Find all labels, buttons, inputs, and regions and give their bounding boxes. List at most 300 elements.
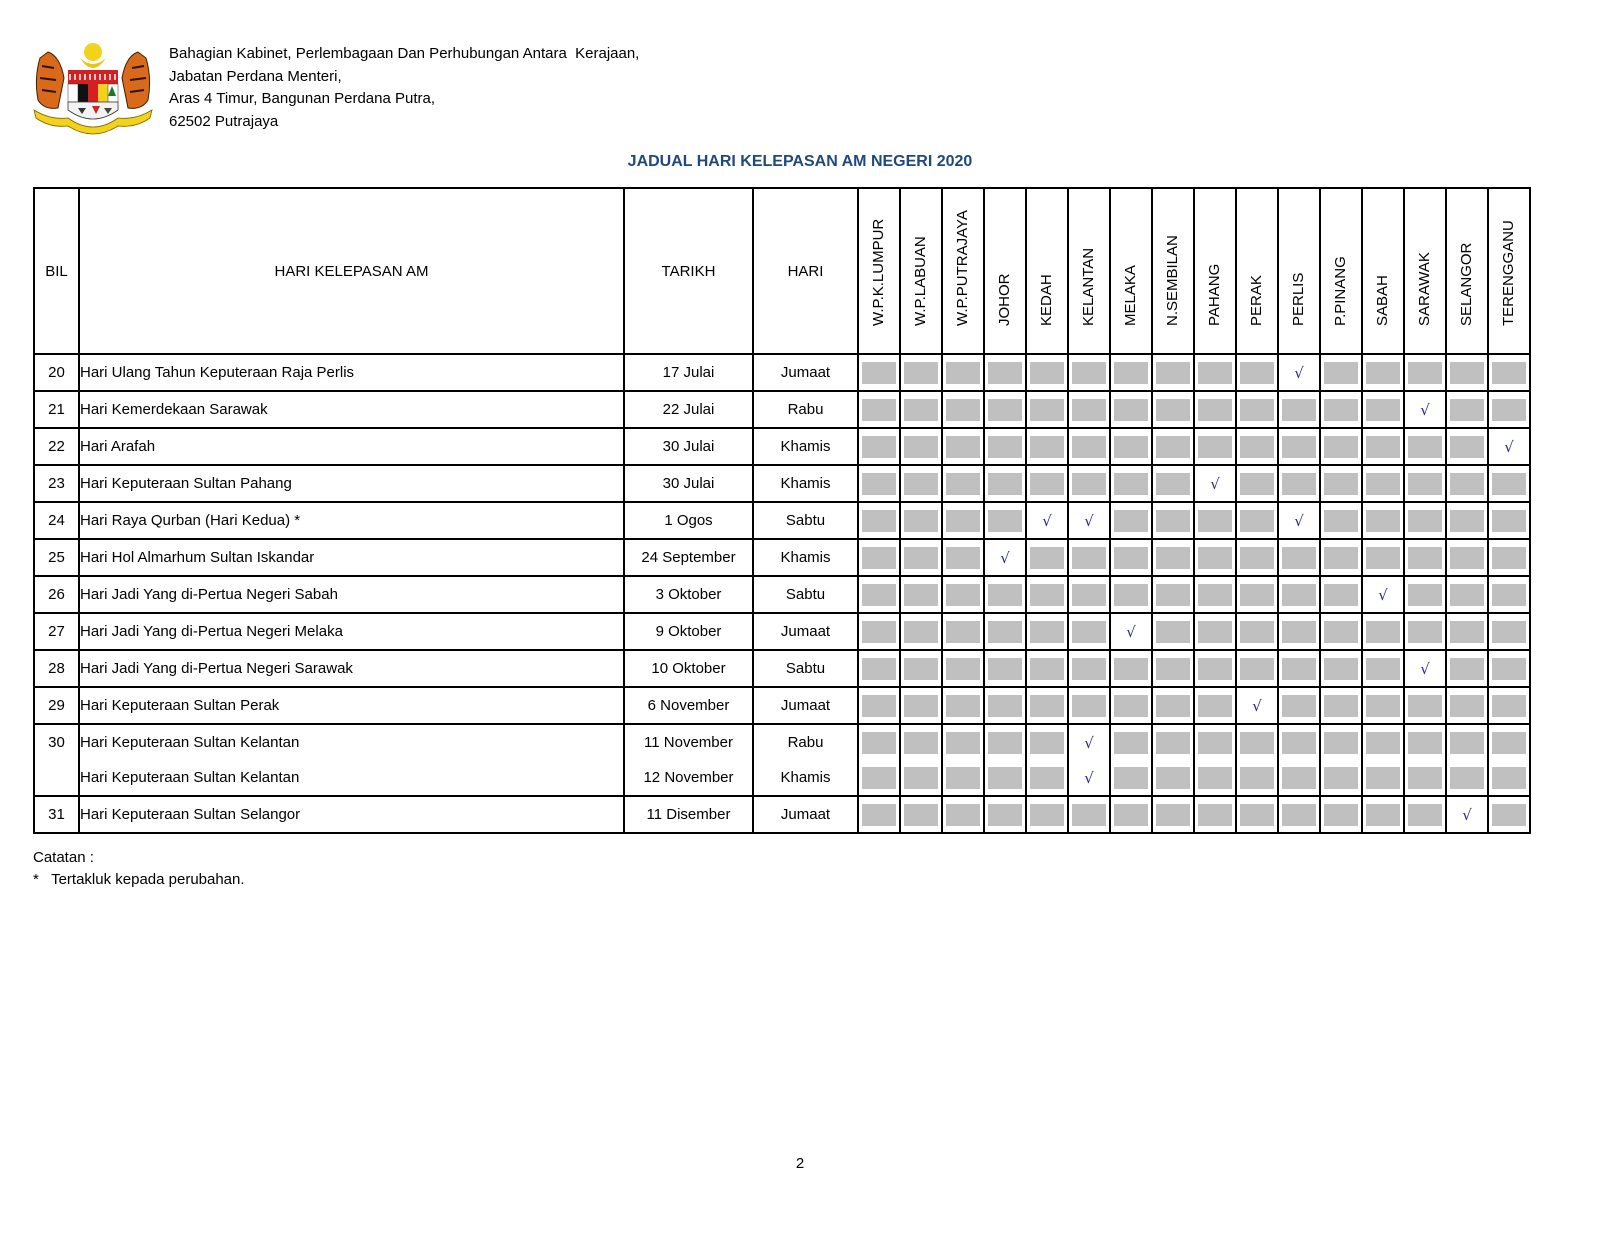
shaded-block [1366, 621, 1400, 643]
state-cell-not-observed [900, 465, 942, 502]
state-cell-not-observed [1026, 650, 1068, 687]
state-cell-not-observed [1362, 428, 1404, 465]
shaded-block [1324, 473, 1358, 495]
state-cell-not-observed [1110, 650, 1152, 687]
holiday-name: Hari Jadi Yang di-Pertua Negeri Sarawak [79, 650, 624, 687]
shaded-block [1282, 547, 1316, 569]
address-line-2: Jabatan Perdana Menteri, [169, 67, 342, 85]
shaded-block [946, 804, 980, 826]
state-cell-observed [1446, 796, 1488, 833]
state-cell-not-observed [1320, 391, 1362, 428]
state-cell-not-observed [1026, 760, 1068, 796]
note-item: * Tertakluk kepada perubahan. [33, 871, 245, 888]
shaded-block [1072, 547, 1106, 569]
shaded-block [1072, 436, 1106, 458]
state-cell-not-observed [1152, 428, 1194, 465]
state-cell-not-observed [858, 760, 900, 796]
table-row [34, 354, 1530, 391]
checkmark-icon: √ [1378, 585, 1388, 604]
shaded-block [1072, 658, 1106, 680]
state-cell-not-observed [1194, 724, 1236, 760]
row-number: 23 [34, 465, 79, 502]
state-cell-not-observed [1026, 428, 1068, 465]
shaded-block [946, 436, 980, 458]
state-cell-not-observed [1362, 724, 1404, 760]
state-cell-not-observed [984, 760, 1026, 796]
state-cell-not-observed [984, 613, 1026, 650]
state-cell-not-observed [1026, 687, 1068, 724]
shaded-block [1408, 436, 1442, 458]
state-cell-not-observed [942, 650, 984, 687]
holiday-name: Hari Hol Almarhum Sultan Iskandar [79, 539, 624, 576]
shaded-block [1282, 473, 1316, 495]
holiday-date: 22 Julai [624, 391, 753, 428]
shaded-block [1324, 658, 1358, 680]
shaded-block [1072, 399, 1106, 421]
state-cell-not-observed [1446, 650, 1488, 687]
table-row [34, 650, 1530, 687]
shaded-block [1492, 621, 1526, 643]
organization-address [169, 43, 639, 133]
shaded-block [1450, 584, 1484, 606]
shaded-block [1324, 732, 1358, 754]
column-header-state [858, 188, 900, 354]
row-number: 29 [34, 687, 79, 724]
state-cell-not-observed [1278, 687, 1320, 724]
shaded-block [904, 399, 938, 421]
holiday-name: Hari Arafah [79, 428, 624, 465]
table-row [34, 465, 1530, 502]
state-cell-not-observed [1404, 539, 1446, 576]
state-cell-not-observed [1446, 428, 1488, 465]
state-cell-not-observed [1362, 687, 1404, 724]
shaded-block [904, 584, 938, 606]
shaded-block [1240, 732, 1274, 754]
shaded-block [1492, 399, 1526, 421]
shaded-block [1240, 658, 1274, 680]
state-cell-not-observed [1026, 539, 1068, 576]
state-cell-not-observed [1446, 687, 1488, 724]
shaded-block [1450, 510, 1484, 532]
state-cell-not-observed [984, 354, 1026, 391]
state-cell-not-observed [1488, 576, 1530, 613]
state-cell-not-observed [900, 576, 942, 613]
state-cell-not-observed [984, 796, 1026, 833]
shaded-block [904, 473, 938, 495]
state-cell-not-observed [858, 428, 900, 465]
state-cell-not-observed [1068, 539, 1110, 576]
state-cell-not-observed [942, 354, 984, 391]
shaded-block [1114, 695, 1148, 717]
row-number: 22 [34, 428, 79, 465]
holiday-day: Jumaat [753, 796, 858, 833]
state-cell-not-observed [1404, 687, 1446, 724]
holiday-date: 12 November [624, 760, 753, 796]
state-cell-observed [1236, 687, 1278, 724]
shaded-block [1030, 547, 1064, 569]
shaded-block [1030, 362, 1064, 384]
checkmark-icon: √ [1210, 474, 1220, 493]
state-cell-not-observed [1236, 391, 1278, 428]
state-cell-not-observed [1152, 576, 1194, 613]
holiday-day: Khamis [753, 428, 858, 465]
state-cell-not-observed [1194, 576, 1236, 613]
state-cell-not-observed [1320, 465, 1362, 502]
state-cell-not-observed [1194, 428, 1236, 465]
column-header-day: HARI [753, 188, 858, 354]
shaded-block [1492, 510, 1526, 532]
state-cell-not-observed [900, 391, 942, 428]
shaded-block [988, 804, 1022, 826]
shaded-block [904, 804, 938, 826]
state-cell-not-observed [1446, 724, 1488, 760]
state-cell-not-observed [1236, 428, 1278, 465]
state-cell-not-observed [1236, 465, 1278, 502]
shaded-block [1114, 362, 1148, 384]
state-cell-not-observed [942, 502, 984, 539]
state-name: PERAK [1248, 275, 1265, 326]
state-cell-not-observed [1278, 650, 1320, 687]
state-cell-not-observed [1488, 760, 1530, 796]
state-cell-not-observed [858, 391, 900, 428]
shaded-block [988, 399, 1022, 421]
table-row [34, 796, 1530, 833]
shaded-block [1282, 436, 1316, 458]
state-cell-not-observed [1362, 502, 1404, 539]
state-cell-not-observed [900, 760, 942, 796]
shaded-block [1156, 510, 1190, 532]
column-header-state [1404, 188, 1446, 354]
state-cell-not-observed [1194, 613, 1236, 650]
column-header-state [1026, 188, 1068, 354]
checkmark-icon: √ [1084, 511, 1094, 530]
state-cell-not-observed [1026, 724, 1068, 760]
holiday-name: Hari Keputeraan Sultan Pahang [79, 465, 624, 502]
shaded-block [1450, 767, 1484, 789]
state-cell-not-observed [1194, 687, 1236, 724]
state-cell-not-observed [1446, 760, 1488, 796]
shaded-block [1366, 804, 1400, 826]
state-name: PERLIS [1290, 272, 1307, 326]
state-cell-not-observed [1488, 724, 1530, 760]
state-cell-not-observed [1278, 391, 1320, 428]
row-number: 28 [34, 650, 79, 687]
state-cell-not-observed [1488, 391, 1530, 428]
state-cell-not-observed [1110, 687, 1152, 724]
state-cell-observed [1110, 613, 1152, 650]
holiday-name: Hari Kemerdekaan Sarawak [79, 391, 624, 428]
shaded-block [862, 695, 896, 717]
state-cell-not-observed [1446, 576, 1488, 613]
state-cell-not-observed [1194, 650, 1236, 687]
column-header-date: TARIKH [624, 188, 753, 354]
shaded-block [1366, 547, 1400, 569]
state-cell-not-observed [1152, 724, 1194, 760]
shaded-block [1492, 767, 1526, 789]
shaded-block [1198, 436, 1232, 458]
state-cell-not-observed [1152, 465, 1194, 502]
state-name: PAHANG [1206, 263, 1223, 326]
shaded-block [988, 436, 1022, 458]
state-cell-observed [1278, 502, 1320, 539]
state-cell-not-observed [1110, 576, 1152, 613]
shaded-block [1198, 732, 1232, 754]
shaded-block [946, 732, 980, 754]
shaded-block [1198, 658, 1232, 680]
column-header-state [1446, 188, 1488, 354]
state-cell-not-observed [1194, 539, 1236, 576]
state-cell-not-observed [858, 687, 900, 724]
row-number: 21 [34, 391, 79, 428]
shaded-block [862, 510, 896, 532]
shaded-block [946, 547, 980, 569]
state-cell-not-observed [1320, 796, 1362, 833]
column-header-name: HARI KELEPASAN AM [79, 188, 624, 354]
shaded-block [1408, 473, 1442, 495]
holiday-name: Hari Keputeraan Sultan Perak [79, 687, 624, 724]
state-cell-not-observed [1026, 465, 1068, 502]
state-cell-not-observed [1362, 465, 1404, 502]
shaded-block [1450, 695, 1484, 717]
state-cell-not-observed [942, 760, 984, 796]
state-cell-not-observed [858, 465, 900, 502]
state-cell-not-observed [900, 354, 942, 391]
state-cell-not-observed [1320, 428, 1362, 465]
state-cell-not-observed [1236, 576, 1278, 613]
shaded-block [988, 621, 1022, 643]
shaded-block [1030, 658, 1064, 680]
table-row [34, 428, 1530, 465]
checkmark-icon: √ [1294, 363, 1304, 382]
shaded-block [1030, 767, 1064, 789]
state-cell-not-observed [1404, 502, 1446, 539]
holiday-date: 24 September [624, 539, 753, 576]
shaded-block [1030, 436, 1064, 458]
shaded-block [1156, 767, 1190, 789]
shaded-block [1450, 621, 1484, 643]
checkmark-icon: √ [1084, 768, 1094, 787]
shaded-block [1240, 621, 1274, 643]
address-line-4: 62502 Putrajaya [169, 112, 279, 130]
holiday-date: 11 Disember [624, 796, 753, 833]
state-cell-not-observed [1278, 428, 1320, 465]
state-cell-not-observed [1362, 613, 1404, 650]
column-header-state [1278, 188, 1320, 354]
shaded-block [1156, 695, 1190, 717]
shaded-block [1282, 399, 1316, 421]
shaded-block [946, 510, 980, 532]
state-cell-not-observed [942, 613, 984, 650]
state-cell-not-observed [1488, 613, 1530, 650]
state-cell-not-observed [942, 687, 984, 724]
state-cell-observed [1068, 502, 1110, 539]
state-cell-not-observed [1278, 576, 1320, 613]
shaded-block [1366, 473, 1400, 495]
shaded-block [946, 362, 980, 384]
shaded-block [1492, 547, 1526, 569]
shaded-block [1492, 362, 1526, 384]
state-cell-observed [1404, 650, 1446, 687]
state-name: W.P.PUTRAJAYA [954, 210, 971, 326]
shaded-block [1492, 584, 1526, 606]
state-cell-not-observed [1446, 539, 1488, 576]
shaded-block [904, 547, 938, 569]
state-name: W.P.LABUAN [912, 236, 929, 326]
state-cell-not-observed [1236, 354, 1278, 391]
holiday-day: Jumaat [753, 613, 858, 650]
shaded-block [1408, 732, 1442, 754]
shaded-block [1366, 767, 1400, 789]
column-header-state [1068, 188, 1110, 354]
state-cell-not-observed [1110, 391, 1152, 428]
table-row [34, 539, 1530, 576]
state-cell-not-observed [1194, 354, 1236, 391]
state-cell-not-observed [984, 650, 1026, 687]
row-number: 20 [34, 354, 79, 391]
state-cell-not-observed [1236, 650, 1278, 687]
shaded-block [1198, 584, 1232, 606]
shaded-block [946, 621, 980, 643]
checkmark-icon: √ [1462, 805, 1472, 824]
shaded-block [1156, 732, 1190, 754]
state-cell-not-observed [858, 724, 900, 760]
shaded-block [946, 399, 980, 421]
shaded-block [862, 362, 896, 384]
state-name: KELANTAN [1080, 247, 1097, 326]
state-cell-not-observed [1026, 796, 1068, 833]
state-cell-not-observed [1278, 760, 1320, 796]
shaded-block [1366, 732, 1400, 754]
shaded-block [862, 399, 896, 421]
state-cell-not-observed [1152, 539, 1194, 576]
row-number: 25 [34, 539, 79, 576]
shaded-block [1282, 695, 1316, 717]
state-cell-not-observed [1236, 502, 1278, 539]
shaded-block [904, 695, 938, 717]
holiday-day: Sabtu [753, 502, 858, 539]
state-cell-not-observed [1068, 613, 1110, 650]
checkmark-icon: √ [1420, 400, 1430, 419]
checkmark-icon: √ [1420, 659, 1430, 678]
malaysia-coat-of-arms-icon [30, 38, 156, 136]
page-title [0, 153, 1600, 171]
state-cell-not-observed [900, 724, 942, 760]
state-cell-not-observed [1320, 760, 1362, 796]
checkmark-icon: √ [1294, 511, 1304, 530]
row-number: 26 [34, 576, 79, 613]
state-cell-not-observed [1362, 760, 1404, 796]
state-name: W.P.K.LUMPUR [870, 218, 887, 326]
state-cell-not-observed [984, 687, 1026, 724]
state-cell-not-observed [1110, 502, 1152, 539]
holiday-name: Hari Keputeraan Sultan Selangor [79, 796, 624, 833]
shaded-block [1324, 767, 1358, 789]
state-cell-not-observed [1152, 796, 1194, 833]
state-cell-observed [1488, 428, 1530, 465]
state-cell-not-observed [900, 650, 942, 687]
state-cell-not-observed [900, 428, 942, 465]
shaded-block [1366, 510, 1400, 532]
state-cell-not-observed [1320, 650, 1362, 687]
state-name: SELANGOR [1458, 242, 1475, 326]
checkmark-icon: √ [1504, 437, 1514, 456]
row-number [34, 760, 79, 796]
state-cell-observed [1026, 502, 1068, 539]
state-cell-not-observed [1488, 650, 1530, 687]
shaded-block [1408, 621, 1442, 643]
shaded-block [1240, 584, 1274, 606]
holiday-name: Hari Keputeraan Sultan Kelantan [79, 724, 624, 760]
state-cell-not-observed [1110, 760, 1152, 796]
shaded-block [1156, 547, 1190, 569]
state-cell-not-observed [1110, 796, 1152, 833]
shaded-block [1114, 547, 1148, 569]
state-cell-not-observed [1068, 465, 1110, 502]
shaded-block [1198, 547, 1232, 569]
holiday-day: Khamis [753, 465, 858, 502]
state-cell-not-observed [1194, 502, 1236, 539]
column-header-state [1152, 188, 1194, 354]
shaded-block [904, 510, 938, 532]
state-name: TERENGGANU [1500, 220, 1517, 326]
state-cell-not-observed [1278, 465, 1320, 502]
shaded-block [904, 621, 938, 643]
holiday-day: Jumaat [753, 687, 858, 724]
holiday-name: Hari Keputeraan Sultan Kelantan [79, 760, 624, 796]
shaded-block [1240, 436, 1274, 458]
state-cell-not-observed [1362, 354, 1404, 391]
shaded-block [1072, 695, 1106, 717]
shaded-block [1366, 362, 1400, 384]
state-cell-not-observed [984, 465, 1026, 502]
state-cell-not-observed [858, 613, 900, 650]
state-cell-not-observed [1236, 613, 1278, 650]
shaded-block [1324, 695, 1358, 717]
holiday-name: Hari Jadi Yang di-Pertua Negeri Melaka [79, 613, 624, 650]
shaded-block [1408, 767, 1442, 789]
shaded-block [1324, 804, 1358, 826]
state-cell-not-observed [1068, 650, 1110, 687]
state-cell-not-observed [942, 796, 984, 833]
checkmark-icon: √ [1126, 622, 1136, 641]
notes-section [33, 847, 245, 891]
column-header-state [984, 188, 1026, 354]
holiday-date: 11 November [624, 724, 753, 760]
shaded-block [1240, 362, 1274, 384]
state-cell-not-observed [1362, 796, 1404, 833]
state-cell-not-observed [1362, 539, 1404, 576]
column-header-bil: BIL [34, 188, 79, 354]
row-number: 27 [34, 613, 79, 650]
shaded-block [988, 732, 1022, 754]
holiday-day: Rabu [753, 391, 858, 428]
shaded-block [862, 436, 896, 458]
column-header-state [1488, 188, 1530, 354]
shaded-block [1492, 658, 1526, 680]
shaded-block [1030, 399, 1064, 421]
shaded-block [1492, 473, 1526, 495]
shaded-block [1282, 621, 1316, 643]
holiday-name: Hari Raya Qurban (Hari Kedua) * [79, 502, 624, 539]
shaded-block [1114, 767, 1148, 789]
shaded-block [988, 584, 1022, 606]
shaded-block [1030, 804, 1064, 826]
state-cell-not-observed [1152, 687, 1194, 724]
shaded-block [862, 584, 896, 606]
shaded-block [1282, 658, 1316, 680]
shaded-block [1324, 436, 1358, 458]
state-cell-not-observed [1320, 539, 1362, 576]
